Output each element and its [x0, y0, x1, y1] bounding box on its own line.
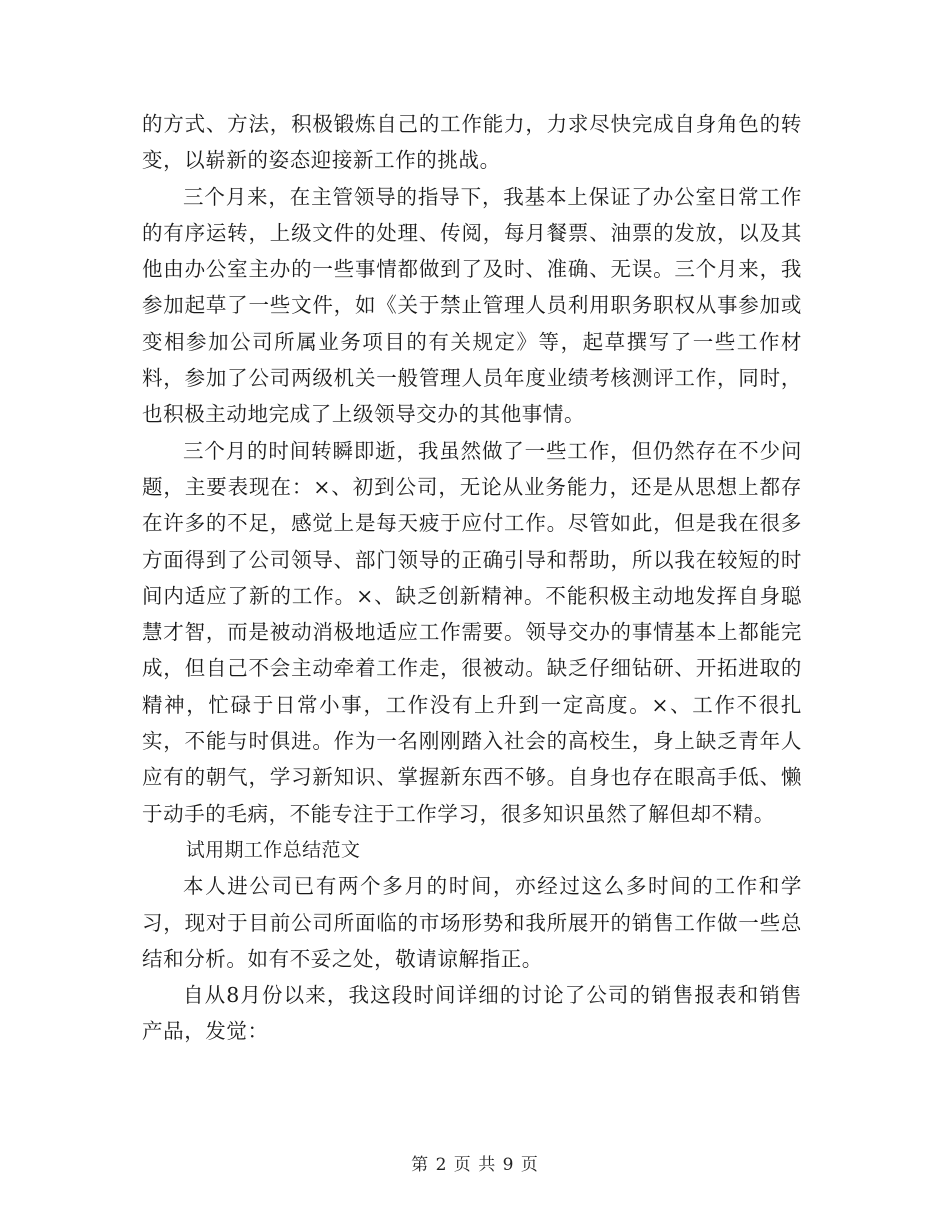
paragraph-intro: 本人进公司已有两个多月的时间，亦经过这么多时间的工作和学习，现对于目前公司所面临的市场形势和我所展开的销售工作做一些总结和分析。如有不妥之处，敬请谅解指正。: [142, 874, 802, 971]
paragraph-sales-review: 自从8月份以来，我这段时间详细的讨论了公司的销售报表和销售产品，发觉：: [142, 983, 802, 1044]
paragraph-problems: 三个月的时间转瞬即逝，我虽然做了一些工作，但仍然存在不少问题，主要表现在：×、初到公司，无论从业务能力，还是从思想上都存在许多的不足，感觉上是每天疲于应付工作。尽管如此，但是我在很多方面得到了公司领导、部门领导的正确引导和帮助，所以我在较短的时间内适应了新的工作。×、缺乏创新精神。不能积极主动地发挥自身聪慧才智，而是被动消极地适应工作需要。领导交办的事情基本上都能完成，但自己不会主动牵着工作走，很被动。缺乏仔细钻研、开拓进取的精神，忙碌于日常小事，工作没有上升到一定高度。×、工作不很扎实，不能与时俱进。作为一名刚刚踏入社会的高校生，身上缺乏青年人应有的朝气，学习新知识、掌握新东西不够。自身也存在眼高手低、懒于动手的毛病，不能专注于工作学习，很多知识虽然了解但却不精。: [142, 438, 802, 826]
page-number-footer: 第 2 页 共 9 页: [411, 1155, 539, 1175]
paragraph-office-work: 三个月来，在主管领导的指导下，我基本上保证了办公室日常工作的有序运转，上级文件的处理、传阅，每月餐票、油票的发放，以及其他由办公室主办的一些事情都做到了及时、准确、无误。三个月来，我参加起草了一些文件，如《关于禁止管理人员利用职务职权从事参加或变相参加公司所属业务项目的有关规定》等，起草撰写了一些工作材料，参加了公司两级机关一般管理人员年度业绩考核测评工作，同时，也积极主动地完成了上级领导交办的其他事情。: [142, 184, 802, 427]
section-heading: 试用期工作总结范文: [185, 838, 361, 861]
paragraph-continued: 的方式、方法，积极锻炼自己的工作能力，力求尽快完成自身角色的转变，以崭新的姿态迎接新工作的挑战。: [142, 112, 802, 173]
document-body: [142, 106, 802, 1050]
